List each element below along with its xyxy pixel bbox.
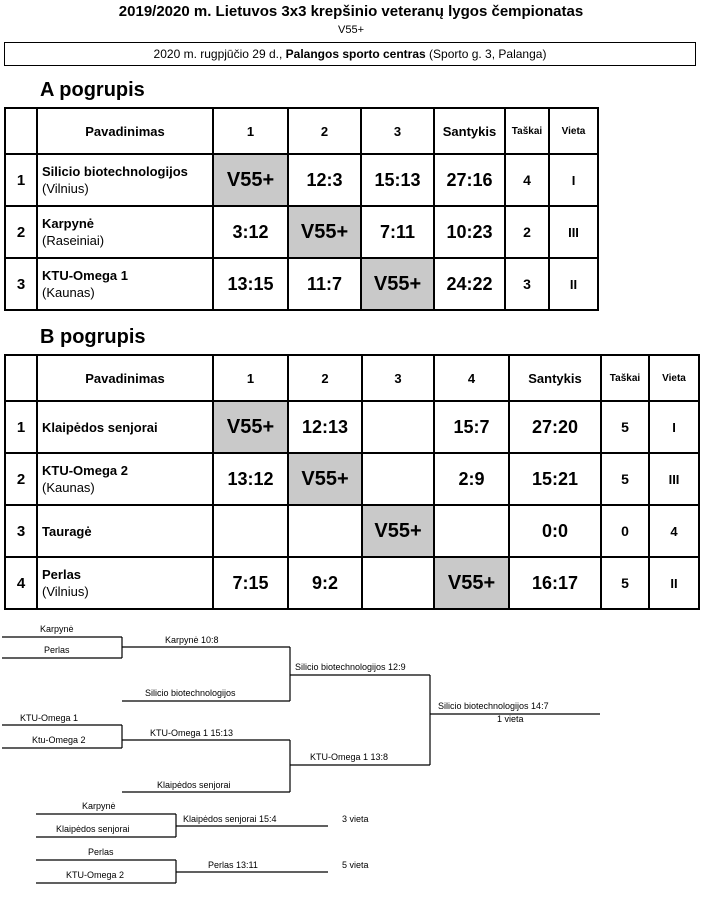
place-cell: 4 xyxy=(649,505,699,557)
header-cell: Pavadinimas xyxy=(37,108,213,154)
points-cell: 4 xyxy=(505,154,549,206)
bracket-team: KTU-Omega 2 xyxy=(66,870,125,880)
result-cell: 12:3 xyxy=(288,154,361,206)
result-cell: 9:2 xyxy=(288,557,362,609)
ratio-cell: 27:16 xyxy=(434,154,505,206)
page-title: 2019/2020 m. Lietuvos 3x3 krepšinio veteranų lygos čempionatas xyxy=(118,3,584,20)
bracket-result: Silicio biotechnologijos 12:9 xyxy=(295,662,406,672)
team-city: (Kaunas) xyxy=(42,285,95,300)
bracket-result: Silicio biotechnologijos 14:7 xyxy=(438,701,549,711)
group-b-heading: B pogrupis xyxy=(40,326,146,348)
header-cell: 2 xyxy=(288,108,361,154)
header-cell: Pavadinimas xyxy=(37,355,213,401)
group-a-heading: A pogrupis xyxy=(40,79,145,101)
result-cell: V55+ xyxy=(213,401,288,453)
points-cell: 3 xyxy=(505,258,549,310)
result-cell: 15:13 xyxy=(361,154,434,206)
venue-name: Palangos sporto centras xyxy=(285,47,426,61)
result-cell: V55+ xyxy=(361,258,434,310)
header-cell: Taškai xyxy=(601,355,649,401)
team-city: (Vilnius) xyxy=(42,181,89,196)
header-cell: Taškai xyxy=(505,108,549,154)
header-cell: Santykis xyxy=(434,108,505,154)
bracket-team: Perlas xyxy=(44,645,70,655)
header-cell: Vieta xyxy=(549,108,598,154)
row-number: 3 xyxy=(5,258,37,310)
result-cell: 7:15 xyxy=(213,557,288,609)
result-cell: 7:11 xyxy=(361,206,434,258)
row-number: 4 xyxy=(5,557,37,609)
row-number: 1 xyxy=(5,154,37,206)
bracket-team: KTU-Omega 1 xyxy=(20,713,79,723)
venue-date: 2020 m. rugpjūčio 29 d., xyxy=(153,47,283,61)
place-cell: I xyxy=(549,154,598,206)
bracket-team: Karpynė xyxy=(40,624,74,634)
bracket-result: KTU-Omega 1 15:13 xyxy=(150,728,234,738)
bracket-team: Perlas xyxy=(88,847,114,857)
bracket-place: 3 vieta xyxy=(342,814,369,824)
header-cell: 1 xyxy=(213,355,288,401)
result-cell: 11:7 xyxy=(288,258,361,310)
bracket-result: Klaipėdos senjorai 15:4 xyxy=(183,814,277,824)
bracket-result: Karpynė 10:8 xyxy=(165,635,219,645)
ratio-cell: 16:17 xyxy=(509,557,601,609)
row-number: 3 xyxy=(5,505,37,557)
team-city: (Raseiniai) xyxy=(42,233,105,248)
points-cell: 5 xyxy=(601,401,649,453)
ratio-cell: 0:0 xyxy=(509,505,601,557)
header-cell: Santykis xyxy=(509,355,601,401)
team-name: Perlas xyxy=(42,567,82,582)
ratio-cell: 27:20 xyxy=(509,401,601,453)
result-cell: V55+ xyxy=(434,557,509,609)
row-number: 1 xyxy=(5,401,37,453)
result-cell: V55+ xyxy=(213,154,288,206)
result-cell: V55+ xyxy=(288,453,362,505)
points-cell: 5 xyxy=(601,557,649,609)
place-cell: III xyxy=(549,206,598,258)
result-cell: 15:7 xyxy=(434,401,509,453)
team-name: KTU-Omega 1 xyxy=(42,268,128,283)
ratio-cell: 24:22 xyxy=(434,258,505,310)
result-cell: V55+ xyxy=(288,206,361,258)
points-cell: 0 xyxy=(601,505,649,557)
place-cell: II xyxy=(549,258,598,310)
header-cell: 3 xyxy=(362,355,434,401)
ratio-cell: 10:23 xyxy=(434,206,505,258)
result-cell: 2:9 xyxy=(434,453,509,505)
header-cell: 3 xyxy=(361,108,434,154)
bracket-team: Ktu-Omega 2 xyxy=(32,735,86,745)
result-cell: 13:12 xyxy=(213,453,288,505)
result-cell: V55+ xyxy=(362,505,434,557)
category-label: V55+ xyxy=(338,24,364,36)
team-name: Silicio biotechnologijos xyxy=(42,164,188,179)
result-cell: 12:13 xyxy=(288,401,362,453)
venue-address: (Sporto g. 3, Palanga) xyxy=(429,47,547,61)
bracket-team: Klaipėdos senjorai xyxy=(157,780,231,790)
row-number: 2 xyxy=(5,206,37,258)
row-number: 2 xyxy=(5,453,37,505)
team-city: (Vilnius) xyxy=(42,584,89,599)
bracket-team: Karpynė xyxy=(82,801,116,811)
bracket-team: Silicio biotechnologijos xyxy=(145,688,236,698)
header-cell: Vieta xyxy=(649,355,699,401)
bracket-team: Klaipėdos senjorai xyxy=(56,824,130,834)
team-city: (Kaunas) xyxy=(42,480,95,495)
points-cell: 2 xyxy=(505,206,549,258)
points-cell: 5 xyxy=(601,453,649,505)
team-name: Klaipėdos senjorai xyxy=(42,419,158,435)
team-name: Karpynė xyxy=(42,216,95,231)
place-cell: III xyxy=(649,453,699,505)
result-cell: 13:15 xyxy=(213,258,288,310)
bracket-result: KTU-Omega 1 13:8 xyxy=(310,752,389,762)
place-cell: I xyxy=(649,401,699,453)
bracket-place: 1 vieta xyxy=(497,714,524,724)
ratio-cell: 15:21 xyxy=(509,453,601,505)
bracket-result: Perlas 13:11 xyxy=(208,860,258,870)
result-cell: 3:12 xyxy=(213,206,288,258)
team-name: KTU-Omega 2 xyxy=(42,463,128,478)
header-cell: 4 xyxy=(434,355,509,401)
bracket-place: 5 vieta xyxy=(342,860,369,870)
header-cell: 2 xyxy=(288,355,362,401)
team-name: Tauragė xyxy=(42,523,92,539)
place-cell: II xyxy=(649,557,699,609)
header-cell: 1 xyxy=(213,108,288,154)
